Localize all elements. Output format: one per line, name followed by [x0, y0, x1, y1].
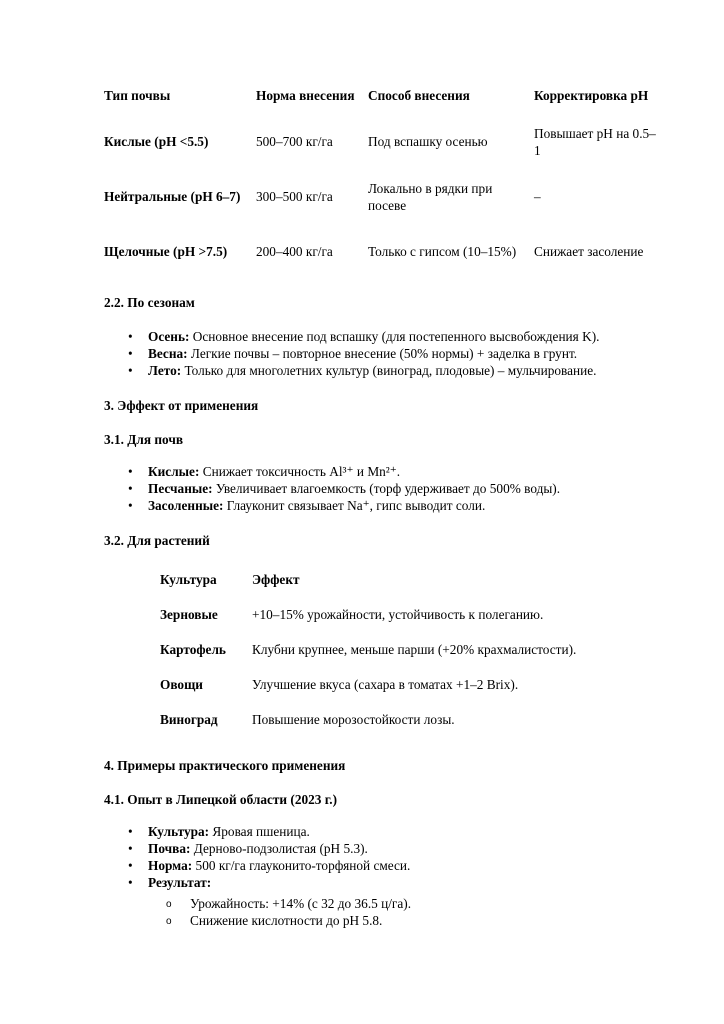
table-cell: Повышение морозостойкости лозы.: [252, 712, 455, 727]
table-cell: Картофель: [160, 642, 226, 657]
item-label: Культура:: [148, 824, 210, 839]
item-label: Кислые:: [148, 464, 200, 479]
lipetsk-list: [128, 823, 688, 891]
list-item: [128, 345, 688, 362]
section-heading-examples: 4. Примеры практического применения: [104, 758, 346, 773]
item-label: Весна:: [148, 346, 188, 361]
table-row: [154, 702, 626, 737]
table-cell: 500–700 кг/га: [256, 134, 333, 149]
table-header: Норма внесения: [256, 87, 355, 103]
table-cell: 200–400 кг/га: [256, 244, 333, 259]
table-cell: Снижает засоление: [534, 244, 644, 259]
section-heading-soils: 3.1. Для почв: [104, 432, 184, 447]
item-text: Легкие почвы – повторное внесение (50% нормы) + заделка в грунт.: [187, 346, 578, 361]
table-cell: –: [534, 189, 541, 204]
table-row: [154, 597, 626, 632]
list-item: [128, 480, 688, 497]
table-cell: Улучшение вкуса (сахара в томатах +1–2 Brix).: [252, 677, 519, 692]
item-label: Песчаные:: [148, 481, 213, 496]
table-cell: +10–15% урожайности, устойчивость к полеганию.: [252, 607, 544, 622]
item-label: Осень:: [148, 329, 190, 344]
table-cell: Клубни крупнее, меньше парши (+20% крахмалистости).: [252, 642, 577, 657]
table-row: [98, 114, 668, 169]
item-label: Засоленные:: [148, 498, 224, 513]
table-row: [154, 632, 626, 667]
soil-table: [98, 76, 668, 279]
item-text: 500 кг/га глауконито-торфяной смеси.: [192, 858, 411, 873]
item-text: Основное внесение под вспашку (для постепенного высвобождения K).: [189, 329, 600, 344]
section-heading-plants: 3.2. Для растений: [104, 533, 210, 548]
list-item: [128, 328, 688, 345]
item-text: Снижает токсичность Al³⁺ и Mn²⁺.: [199, 464, 401, 479]
table-header-row: [98, 76, 668, 114]
table-cell: Нейтральные (pH 6–7): [104, 189, 241, 204]
item-text: Дерново-подзолистая (pH 5.3).: [190, 841, 368, 856]
list-item: [128, 874, 688, 891]
table-cell: Под вспашку осенью: [368, 134, 488, 149]
item-text: Глауконит связывает Na⁺, гипс выводит соли.: [223, 498, 486, 513]
list-item: [128, 362, 688, 379]
item-text: Яровая пшеница.: [209, 824, 310, 839]
table-cell: Повышает pH на 0.5–1: [534, 125, 656, 158]
table-header: Эффект: [252, 572, 300, 587]
table-cell: Зерновые: [160, 607, 218, 622]
list-item: [128, 823, 688, 840]
table-header: Тип почвы: [104, 87, 171, 103]
item-label: Лето:: [148, 363, 182, 378]
results-list: [166, 895, 411, 929]
table-cell: 300–500 кг/га: [256, 189, 333, 204]
section-heading-lipetsk: 4.1. Опыт в Липецкой области (2023 г.): [104, 792, 338, 807]
table-cell: Кислые (pH <5.5): [104, 134, 209, 149]
item-text: Только для многолетних культур (виноград, плодовые) – мульчирование.: [181, 363, 597, 378]
table-header: Корректировка pH: [534, 87, 649, 103]
list-item: [128, 497, 688, 514]
table-cell: Овощи: [160, 677, 203, 692]
table-row: [154, 667, 626, 702]
section-heading-seasons: 2.2. По сезонам: [104, 295, 195, 310]
table-header: Способ внесения: [368, 87, 470, 103]
plants-table: [154, 562, 626, 737]
table-cell: Виноград: [160, 712, 218, 727]
list-item: o Снижение кислотности до pH 5.8.: [166, 912, 411, 929]
table-cell: Только с гипсом (10–15%): [368, 244, 517, 259]
season-list: [128, 328, 688, 379]
table-row: [98, 169, 668, 224]
soils-list: [128, 463, 688, 514]
list-item: [128, 463, 688, 480]
item-label: Норма:: [148, 858, 193, 873]
list-item: [128, 840, 688, 857]
list-item: o Урожайность: +14% (с 32 до 36.5 ц/га).: [166, 895, 411, 912]
table-header-row: [154, 562, 626, 597]
item-label: Почва:: [148, 841, 191, 856]
table-row: [98, 224, 668, 279]
table-header: Культура: [160, 572, 217, 587]
item-label: Результат:: [148, 875, 212, 890]
table-cell: Щелочные (pH >7.5): [104, 244, 228, 259]
list-item: [128, 857, 688, 874]
section-heading-effect: 3. Эффект от применения: [104, 398, 259, 413]
item-text: Увеличивает влагоемкость (торф удерживает до 500% воды).: [212, 481, 561, 496]
table-cell: Локально в рядки при посеве: [368, 180, 493, 213]
